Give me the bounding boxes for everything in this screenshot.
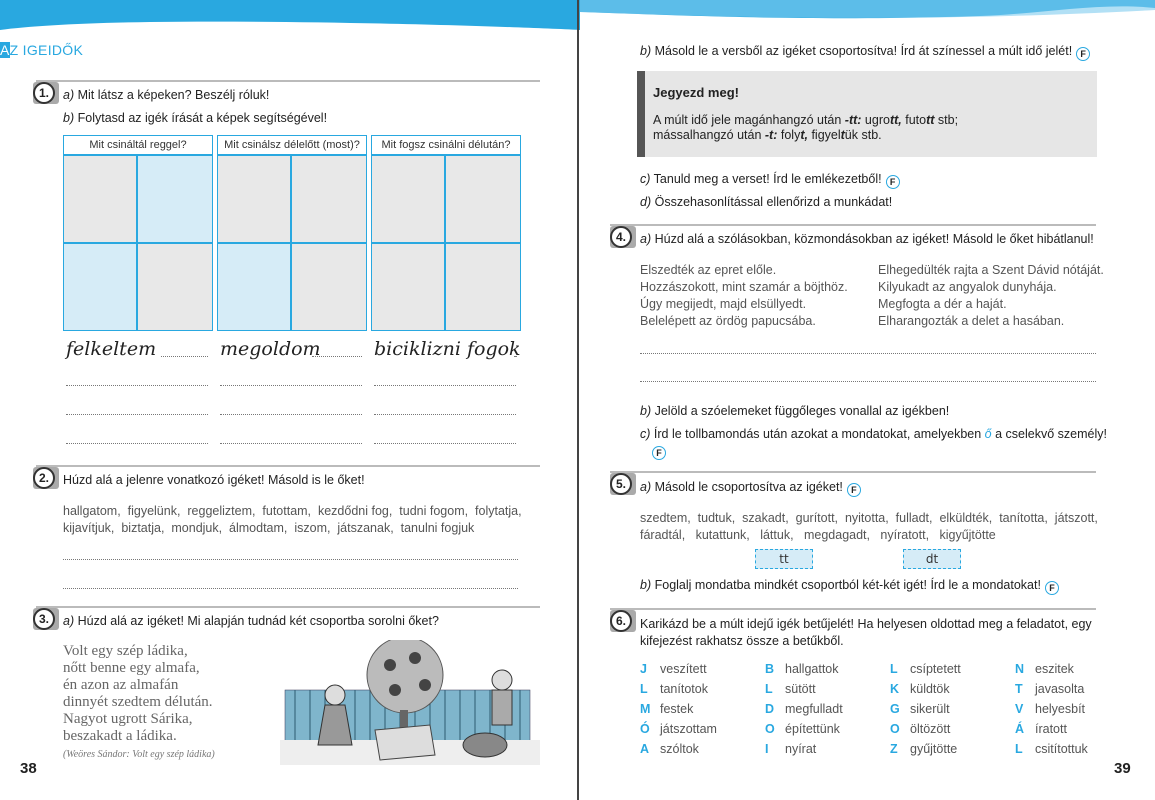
note-title: Jegyezd meg! bbox=[653, 85, 739, 100]
exercise-number: 1. bbox=[33, 82, 59, 104]
letter-option[interactable] bbox=[1015, 682, 1140, 697]
picture bbox=[371, 243, 445, 331]
option-letter: I bbox=[765, 742, 769, 756]
f-badge-icon: F bbox=[1076, 47, 1090, 61]
divider bbox=[36, 80, 540, 82]
picture bbox=[217, 155, 291, 243]
exercise-number: 4. bbox=[610, 226, 636, 248]
page-number-right: 39 bbox=[1114, 760, 1131, 777]
picture bbox=[445, 155, 521, 243]
letter-option[interactable] bbox=[890, 662, 1015, 677]
proverbs-left: Elszedték az epret előle. Hozzászokott, mint szamár a böjthöz. Úgy megijedt, majd elsüllyedt. Belelépett az ördög papucsába. bbox=[640, 263, 848, 328]
panel-header: Mit csináltál reggel? bbox=[63, 135, 213, 155]
page-number-left: 38 bbox=[20, 760, 37, 777]
option-letter: N bbox=[1015, 662, 1025, 676]
option-letter: K bbox=[890, 682, 900, 696]
option-word: javasolta bbox=[1035, 682, 1085, 696]
option-word: szóltok bbox=[660, 742, 699, 756]
divider bbox=[36, 606, 540, 608]
picture bbox=[63, 243, 137, 331]
answer-line[interactable] bbox=[63, 588, 518, 589]
picture bbox=[291, 155, 367, 243]
ex3-d: d) Összehasonlítással ellenőrizd a munkádat! bbox=[640, 195, 893, 209]
letter-option[interactable] bbox=[890, 702, 1015, 717]
letter-options bbox=[640, 662, 1140, 757]
option-word: küldtök bbox=[910, 682, 950, 696]
option-letter: T bbox=[1015, 682, 1023, 696]
option-word: festek bbox=[660, 702, 694, 716]
handwritten-answer: megoldom bbox=[220, 338, 321, 360]
option-word: sikerült bbox=[910, 702, 950, 716]
divider bbox=[610, 608, 1096, 610]
picture-panel-forenoon bbox=[217, 135, 367, 331]
exercise-number: 5. bbox=[610, 473, 636, 495]
picture bbox=[63, 155, 137, 243]
ex2-instruction: Húzd alá a jelenre vonatkozó igéket! Másold is le őket! bbox=[63, 473, 365, 487]
picture bbox=[217, 243, 291, 331]
option-letter: O bbox=[765, 722, 775, 736]
ex3-c: c) Tanuld meg a verset! Írd le emlékezetből! F bbox=[640, 172, 900, 189]
letter-option[interactable] bbox=[890, 742, 1015, 757]
option-word: nyírat bbox=[785, 742, 817, 756]
answer-lines[interactable] bbox=[220, 356, 362, 444]
letter-option[interactable] bbox=[640, 682, 765, 697]
option-letter: L bbox=[765, 682, 773, 696]
handwritten-answer: biciklizni fogok bbox=[374, 338, 521, 360]
letter-option[interactable] bbox=[640, 742, 765, 757]
divider bbox=[610, 471, 1096, 473]
note-line-1: A múlt idő jele magánhangzó után -tt: ugrott, futott stb; bbox=[653, 113, 959, 127]
option-letter: L bbox=[1015, 742, 1023, 756]
picture bbox=[137, 243, 213, 331]
option-letter: D bbox=[765, 702, 775, 716]
poem: Volt egy szép ládika, nőtt benne egy almafa, én azon az almafán dinnyét szedtem délután. Nagyot ugrott Sárika, beszakadt a ládika. bbox=[63, 643, 213, 744]
letter-option[interactable] bbox=[765, 682, 890, 697]
letter-option[interactable] bbox=[890, 722, 1015, 737]
picture bbox=[371, 155, 445, 243]
note-box bbox=[637, 71, 1097, 157]
letter-option[interactable] bbox=[890, 682, 1015, 697]
option-letter: L bbox=[640, 682, 648, 696]
ex5-a: a) Másold le csoportosítva az igéket! F bbox=[640, 480, 861, 497]
chapter-title: AZ IGEIDŐK bbox=[0, 42, 84, 58]
letter-option[interactable] bbox=[1015, 742, 1140, 757]
group-box-tt: tt bbox=[755, 549, 813, 569]
group-box-dt: dt bbox=[903, 549, 961, 569]
ex5-b: b) Foglalj mondatba mindkét csoportból két-két igét! Írd le a mondatokat! F bbox=[640, 578, 1059, 595]
f-badge-icon: F bbox=[1045, 581, 1059, 595]
exercise-number: 6. bbox=[610, 610, 636, 632]
picture bbox=[291, 243, 367, 331]
exercise-number: 2. bbox=[33, 467, 59, 489]
poem-illustration bbox=[280, 640, 540, 765]
option-letter: B bbox=[765, 662, 775, 676]
option-word: csíptetett bbox=[910, 662, 961, 676]
ex3-b: b) Másold le a versből az igéket csoportosítva! Írd át színessel a múlt idő jelét! F bbox=[640, 44, 1090, 61]
ex1-b: b) Folytasd az igék írását a képek segítségével! bbox=[63, 111, 328, 125]
letter-option[interactable] bbox=[1015, 662, 1140, 677]
exercise-number: 3. bbox=[33, 608, 59, 630]
option-letter: V bbox=[1015, 702, 1024, 716]
option-word: sütött bbox=[785, 682, 816, 696]
option-word: íratott bbox=[1035, 722, 1067, 736]
panel-header: Mit csinálsz délelőtt (most)? bbox=[217, 135, 367, 155]
poem-source: (Weöres Sándor: Volt egy szép ládika) bbox=[63, 749, 215, 760]
ex4-a: a) Húzd alá a szólásokban, közmondásokban az igéket! Másold le őket hibátlanul! bbox=[640, 232, 1094, 246]
ex4-b: b) Jelöld a szóelemeket függőleges vonallal az igékben! bbox=[640, 404, 950, 418]
ex1-a: a) Mit látsz a képeken? Beszélj róluk! bbox=[63, 88, 270, 102]
letter-option[interactable] bbox=[765, 722, 890, 737]
letter-option[interactable] bbox=[1015, 722, 1140, 737]
letter-option[interactable] bbox=[765, 702, 890, 717]
option-letter: O bbox=[890, 722, 900, 736]
note-line-2: mássalhangzó után -t: folyt, figyeltük stb. bbox=[653, 128, 882, 142]
option-letter: Ó bbox=[640, 722, 650, 736]
option-word: veszített bbox=[660, 662, 707, 676]
divider bbox=[610, 224, 1096, 226]
letter-option[interactable] bbox=[1015, 702, 1140, 717]
option-letter: Z bbox=[890, 742, 898, 756]
ex5-words: fáradtál, kutattunk, láttuk, megdagadt, nyíratott, kigyűjtötte bbox=[640, 528, 996, 542]
picture-panel-morning bbox=[63, 135, 213, 331]
proverbs-right: Elhegedülték rajta a Szent Dávid nótáját. Kilyukadt az angyalok dunyhája. Megfogta a dér a haját. Elharangozták a delet a hasában. bbox=[878, 263, 1104, 328]
ex3-a: a) Húzd alá az igéket! Mi alapján tudnád két csoportba sorolni őket? bbox=[63, 614, 439, 628]
option-word: megfulladt bbox=[785, 702, 843, 716]
option-letter: L bbox=[890, 662, 898, 676]
option-letter: G bbox=[890, 702, 900, 716]
option-word: eszitek bbox=[1035, 662, 1074, 676]
option-word: öltözött bbox=[910, 722, 951, 736]
letter-option[interactable] bbox=[640, 702, 765, 717]
ex4-c: c) Írd le tollbamondás után azokat a mondatokat, amelyekben ő a cselekvő személy! bbox=[640, 427, 1107, 441]
divider bbox=[36, 465, 540, 467]
handwritten-answer: felkeltem bbox=[66, 338, 157, 360]
f-badge-icon: F bbox=[886, 175, 900, 189]
answer-line[interactable] bbox=[640, 353, 1096, 354]
letter-option[interactable] bbox=[765, 742, 890, 757]
ex2-words: hallgatom, figyelünk, reggeliztem, futottam, kezdődni fog, tudni fogom, folytatja, bbox=[63, 504, 522, 518]
option-letter: A bbox=[640, 742, 650, 756]
answer-line[interactable] bbox=[63, 559, 518, 560]
ex6-instruction: Karikázd be a múlt idejű igék betűjelét! Ha helyesen oldottad meg a feladatot, egy kifejezést rakhatsz össze a betűkből. bbox=[640, 617, 1092, 648]
book-spine bbox=[577, 0, 579, 800]
option-letter: Á bbox=[1015, 722, 1025, 736]
picture bbox=[137, 155, 213, 243]
option-word: játszottam bbox=[660, 722, 717, 736]
option-word: építettünk bbox=[785, 722, 840, 736]
f-badge-icon: F bbox=[847, 483, 861, 497]
ex2-words: kijavítjuk, biztatja, mondjuk, álmodtam, iszom, játszanak, tanulni fogjuk bbox=[63, 521, 475, 535]
option-word: csitítottuk bbox=[1035, 742, 1088, 756]
option-word: hallgattok bbox=[785, 662, 839, 676]
option-word: helyesbít bbox=[1035, 702, 1086, 716]
picture bbox=[445, 243, 521, 331]
letter-option[interactable] bbox=[640, 722, 765, 737]
answer-lines[interactable] bbox=[66, 356, 208, 444]
ex5-words: szedtem, tudtuk, szakadt, gurított, nyitotta, fulladt, elküldték, tanította, játszott, bbox=[640, 511, 1098, 525]
option-letter: M bbox=[640, 702, 651, 716]
option-letter: J bbox=[640, 662, 647, 676]
option-word: gyűjtötte bbox=[910, 742, 958, 756]
letter-option[interactable] bbox=[640, 662, 765, 677]
answer-lines[interactable] bbox=[374, 356, 516, 444]
panel-header: Mit fogsz csinálni délután? bbox=[371, 135, 521, 155]
answer-line[interactable] bbox=[640, 381, 1096, 382]
option-word: tanítotok bbox=[660, 682, 708, 696]
f-badge-icon: F bbox=[652, 446, 666, 460]
letter-option[interactable] bbox=[765, 662, 890, 677]
picture-panel-afternoon bbox=[371, 135, 521, 331]
